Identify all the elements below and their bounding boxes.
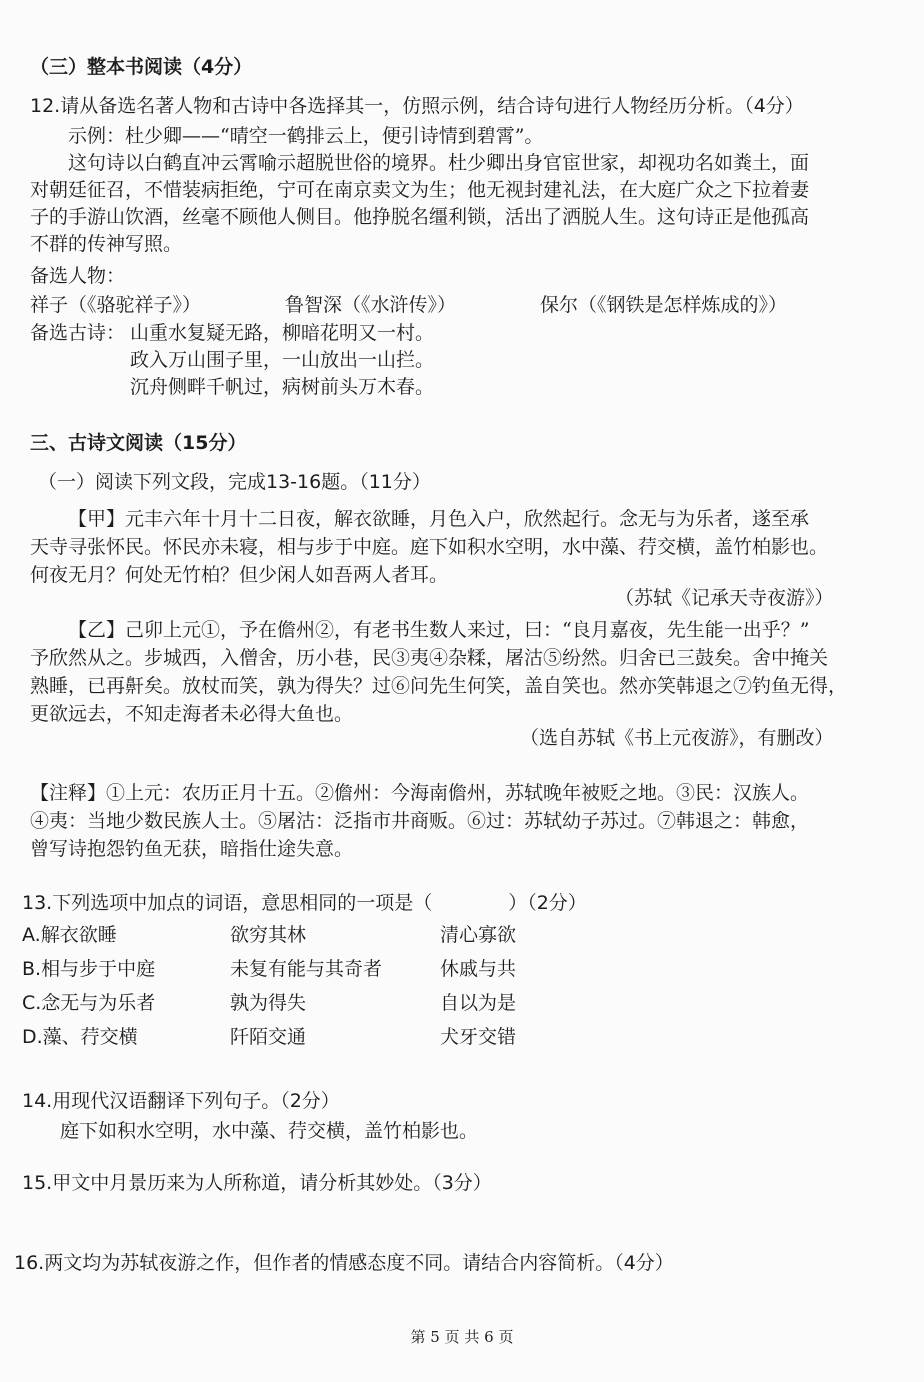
passage-a-line: 天寺寻张怀民。怀民亦未寝，相与步于中庭。庭下如积水空明，水中藻、荇交横，盖竹柏影也。 <box>30 536 829 558</box>
candidate-poems-label: 备选古诗： <box>30 322 126 344</box>
candidate-people-label: 备选人物： <box>30 265 126 287</box>
passage-b-line: 予欣然从之。步城西，入僧舍，历小巷，民③夷④杂糅，屠沽⑤纷然。归舍已三鼓矣。舍中掩关 <box>30 647 829 669</box>
passage-b-source: （选自苏轼《书上元夜游》，有删改） <box>520 727 834 749</box>
subsection-heading: （一）阅读下列文段，完成13-16题。（11分） <box>38 471 431 493</box>
annotation-line: ④夷：当地少数民族人士。⑤屠沽：泛指市井商贩。⑥过：苏轼幼子苏过。⑦韩退之：韩愈， <box>30 810 810 832</box>
question-14-sentence: 庭下如积水空明，水中藻、荇交横，盖竹柏影也。 <box>60 1120 479 1142</box>
section-heading: （三）整本书阅读（4分） <box>30 56 253 78</box>
page-footer: 第 5 页 共 6 页 <box>410 1328 514 1346</box>
question-14-prompt: 14.用现代汉语翻译下列句子。（2分） <box>22 1090 340 1112</box>
annotation-line: 【注释】①上元：农历正月十五。②儋州：今海南儋州，苏轼晚年被贬之地。③民：汉族人。 <box>30 782 810 804</box>
example-analysis-line: 不群的传神写照。 <box>30 233 183 255</box>
example-analysis-line: 子的手游山饮酒，丝毫不顾他人侧目。他挣脱名缰利锁，活出了洒脱人生。这句诗正是他孤高 <box>30 206 810 228</box>
passage-a-line: 【甲】元丰六年十月十二日夜，解衣欲睡，月色入户，欣然起行。念无与为乐者，遂至承 <box>68 508 810 530</box>
passage-b-line: 更欲远去，不知走海者未必得大鱼也。 <box>30 703 354 725</box>
passage-a-line: 何夜无月？何处无竹柏？但少闲人如吾两人者耳。 <box>30 564 449 586</box>
question-13-prompt: 13.下列选项中加点的词语，意思相同的一项是（ ）（2分） <box>22 892 587 914</box>
option-d-term: 犬牙交错 <box>440 1026 517 1048</box>
question-12-example: 示例：杜少卿——“晴空一鹤排云上，便引诗情到碧霄”。 <box>68 125 544 147</box>
option-d-term: 阡陌交通 <box>230 1026 307 1048</box>
option-b-term: 未复有能与其奇者 <box>230 958 383 980</box>
option-a-term: A.解衣欲睡 <box>22 924 117 946</box>
example-analysis-line: 对朝廷征召，不惜装病拒绝，宁可在南京卖文为生；他无视封建礼法，在大庭广众之下拉着妻 <box>30 179 810 201</box>
annotation-line: 曾写诗抱怨钓鱼无获，暗指仕途失意。 <box>30 838 354 860</box>
candidate-person: 鲁智深（《水浒传》） <box>285 294 457 316</box>
candidate-person: 保尔（《钢铁是怎样炼成的》） <box>540 294 788 316</box>
candidate-person: 祥子（《骆驼祥子》） <box>30 294 202 316</box>
passage-b-line: 熟睡，已再鼾矣。放杖而笑，孰为得失？过⑥问先生何笑，盖自笑也。然亦笑韩退之⑦钓鱼无得， <box>30 675 848 697</box>
question-15-prompt: 15.甲文中月景历来为人所称道，请分析其妙处。（3分） <box>22 1172 492 1194</box>
option-b-term: B.相与步于中庭 <box>22 958 156 980</box>
question-12-prompt: 12.请从备选名著人物和古诗中各选择其一，仿照示例，结合诗句进行人物经历分析。（4分） <box>30 95 804 117</box>
option-b-term: 休戚与共 <box>440 958 517 980</box>
passage-b-line: 【乙】己卯上元①，予在儋州②，有老书生数人来过，曰：“良月嘉夜，先生能一出乎？” <box>68 619 810 641</box>
option-c-term: 自以为是 <box>440 992 517 1014</box>
option-d-term: D.藻、荇交横 <box>22 1026 138 1048</box>
candidate-poem: 沉舟侧畔千帆过，病树前头万木春。 <box>130 376 435 398</box>
option-a-term: 欲穷其林 <box>230 924 307 946</box>
candidate-poem: 政入万山围子里，一山放出一山拦。 <box>130 349 435 371</box>
option-c-term: 孰为得失 <box>230 992 307 1014</box>
option-a-term: 清心寡欲 <box>440 924 517 946</box>
part-heading: 三、古诗文阅读（15分） <box>30 432 247 454</box>
question-16-prompt: 16.两文均为苏轼夜游之作，但作者的情感态度不同。请结合内容简析。（4分） <box>14 1252 674 1274</box>
example-analysis-line: 这句诗以白鹤直冲云霄喻示超脱世俗的境界。杜少卿出身官宦世家，却视功名如粪土，面 <box>68 152 810 174</box>
option-c-term: C.念无与为乐者 <box>22 992 156 1014</box>
candidate-poem: 山重水复疑无路，柳暗花明又一村。 <box>130 322 435 344</box>
passage-a-source: （苏轼《记承天寺夜游》） <box>615 587 834 609</box>
